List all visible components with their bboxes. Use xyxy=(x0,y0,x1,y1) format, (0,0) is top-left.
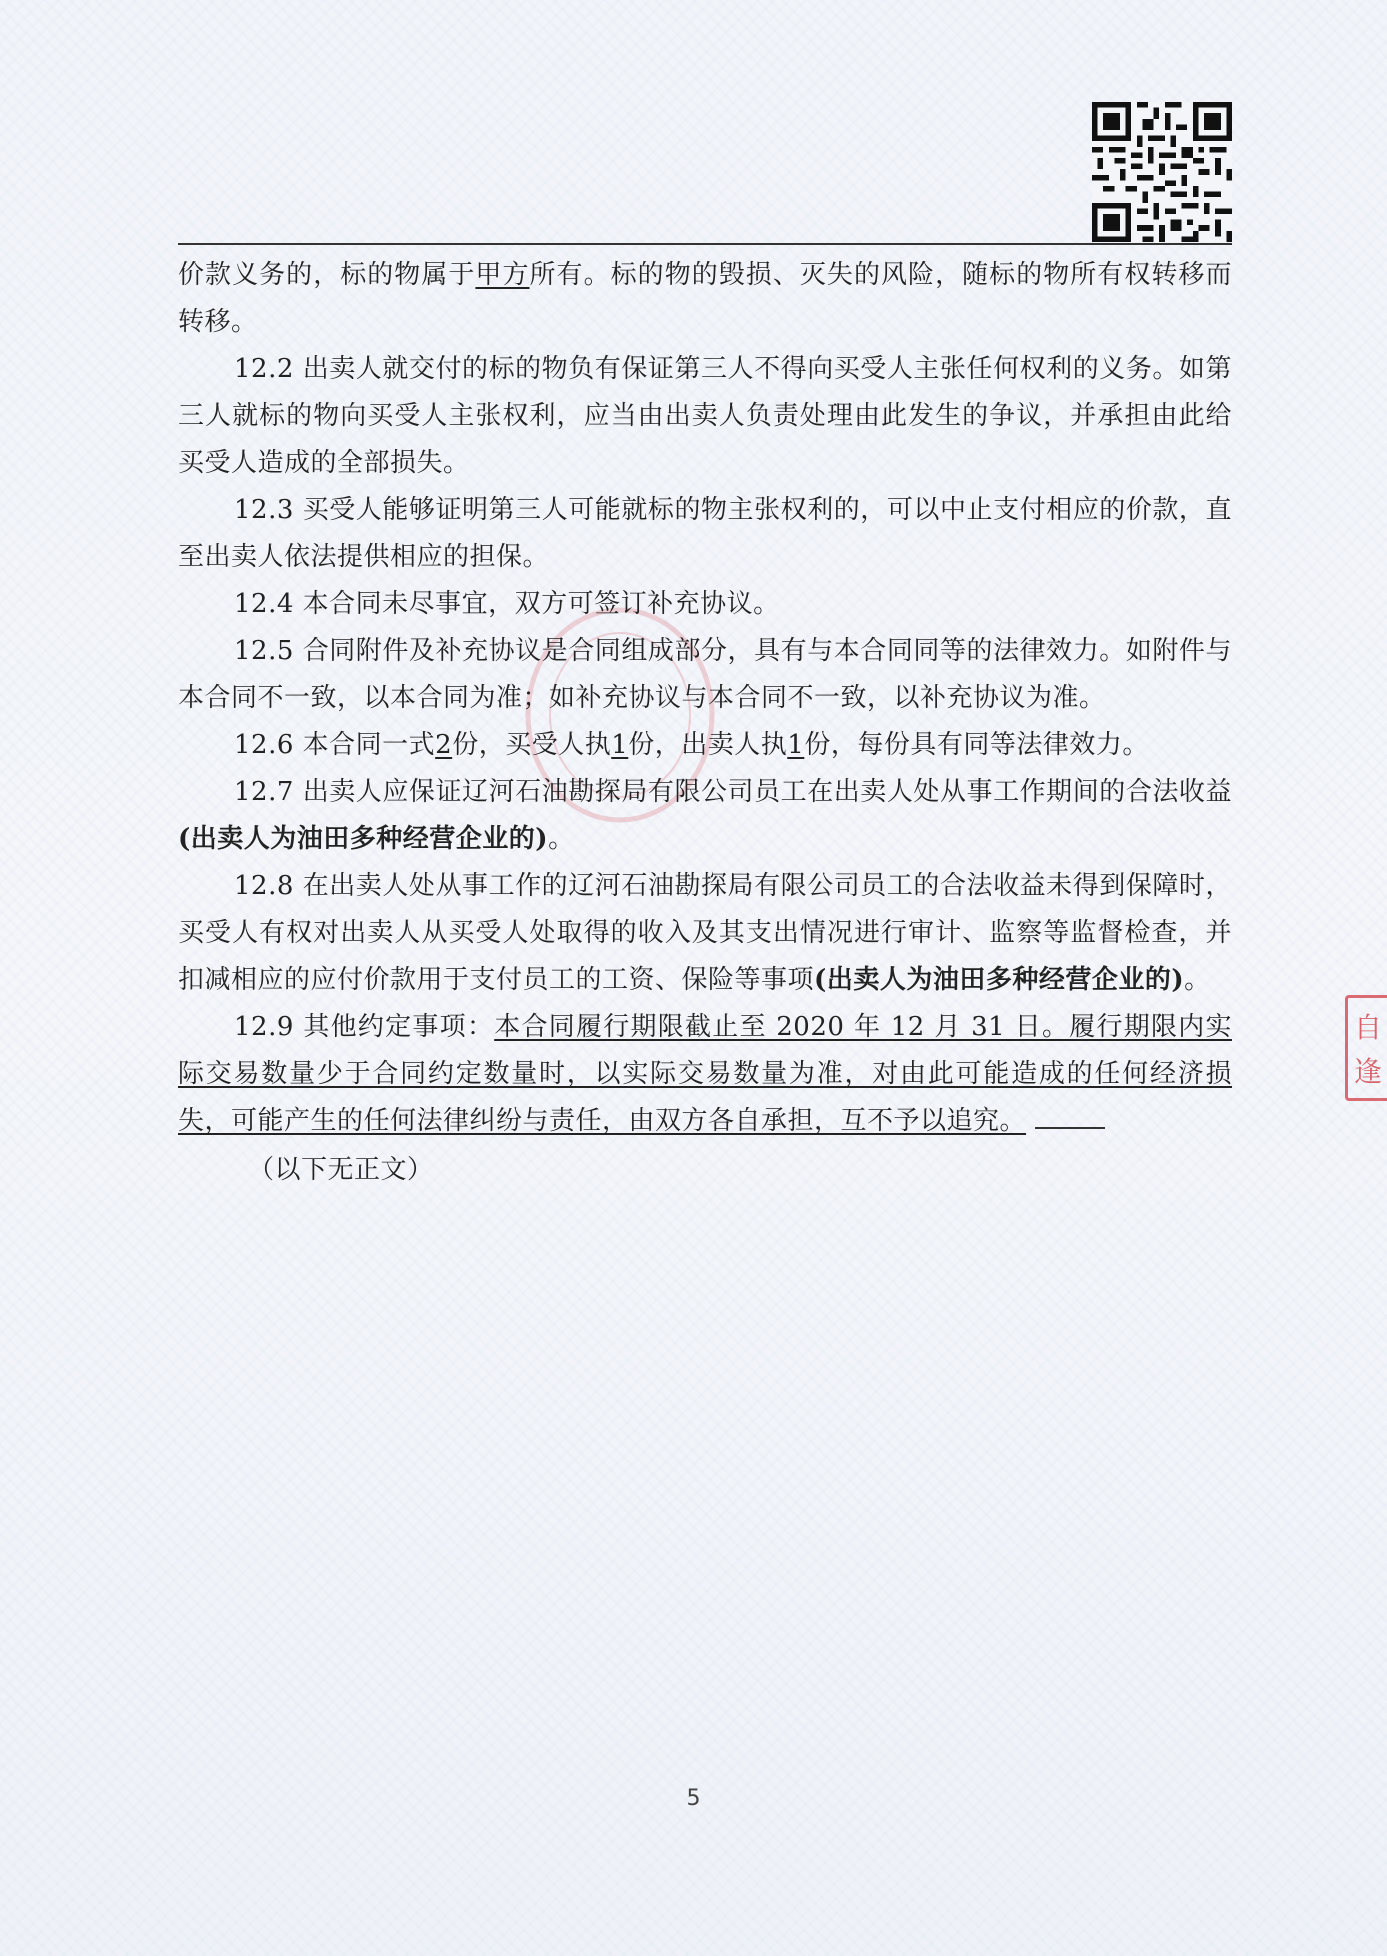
page-number: 5 xyxy=(686,1786,701,1811)
clause-12-9: 12.9 其他约定事项：本合同履行期限截止至 2020 年 12 月 31 日。履行期限内实际交易数量少于合同约定数量时，以实际交易数量为准，对由此可能造成的任何经济损失，可能产生的任何法律纠纷与责任，由双方各自承担，互不予以追究。 xyxy=(178,1012,1232,1136)
qr-code-icon xyxy=(1092,102,1232,242)
edge-seal-stamp: 自 逢 xyxy=(1345,995,1387,1101)
clause-12-4: 12.4 本合同未尽事宜，双方可签订补充协议。 xyxy=(234,589,780,619)
trailing-blank-line xyxy=(1035,1107,1105,1129)
no-further-text-note: （以下无正文） xyxy=(248,1155,434,1185)
clause-12-8: 12.8 在出卖人处从事工作的辽河石油勘探局有限公司员工的合法收益未得到保障时，买受人有权对出卖人从买受人处取得的收入及其支出情况进行审计、监察等监督检查，并扣减相应的应付价款用于支付员工的工资、保险等事项(出卖人为油田多种经营企业的)。 xyxy=(178,871,1232,995)
clause-12-5: 12.5 合同附件及补充协议是合同组成部分，具有与本合同同等的法律效力。如附件与本合同不一致，以本合同为准；如补充协议与本合同不一致，以补充协议为准。 xyxy=(178,636,1232,713)
contract-body xyxy=(178,252,1232,1194)
copies-seller-blank: 1 xyxy=(787,730,805,760)
copies-total-blank: 2 xyxy=(435,730,453,760)
clause-12-8-condition: (出卖人为油田多种经营企业的) xyxy=(814,965,1185,995)
clause-12-7-condition: (出卖人为油田多种经营企业的) xyxy=(178,824,549,854)
clause-12-6: 12.6 本合同一式2份，买受人执1份，出卖人执1份，每份具有同等法律效力。 xyxy=(234,730,1149,760)
owner-party-blank: 甲方 xyxy=(475,260,530,290)
clause-12-2: 12.2 出卖人就交付的标的物负有保证第三人不得向买受人主张任何权利的义务。如第三人就标的物向买受人主张权利，应当由出卖人负责处理由此发生的争议，并承担由此给买受人造成的全部损失。 xyxy=(178,354,1232,478)
clause-12-7: 12.7 出卖人应保证辽河石油勘探局有限公司员工在出卖人处从事工作期间的合法收益(出卖人为油田多种经营企业的)。 xyxy=(178,777,1232,854)
clause-12-1-continuation: 价款义务的，标的物属于甲方所有。标的物的毁损、灭失的风险，随标的物所有权转移而转移。 xyxy=(178,260,1232,337)
clause-12-3: 12.3 买受人能够证明第三人可能就标的物主张权利的，可以中止支付相应的价款，直至出卖人依法提供相应的担保。 xyxy=(178,495,1232,572)
other-terms-filled: 本合同履行期限截止至 2020 年 12 月 31 日。履行期限内实际交易数量少于合同约定数量时，以实际交易数量为准，对由此可能造成的任何经济损失，可能产生的任何法律纠纷与责任，由双方各自承担，互不予以追究。 xyxy=(178,1012,1232,1136)
copies-buyer-blank: 1 xyxy=(611,730,629,760)
header-rule xyxy=(178,243,1232,245)
